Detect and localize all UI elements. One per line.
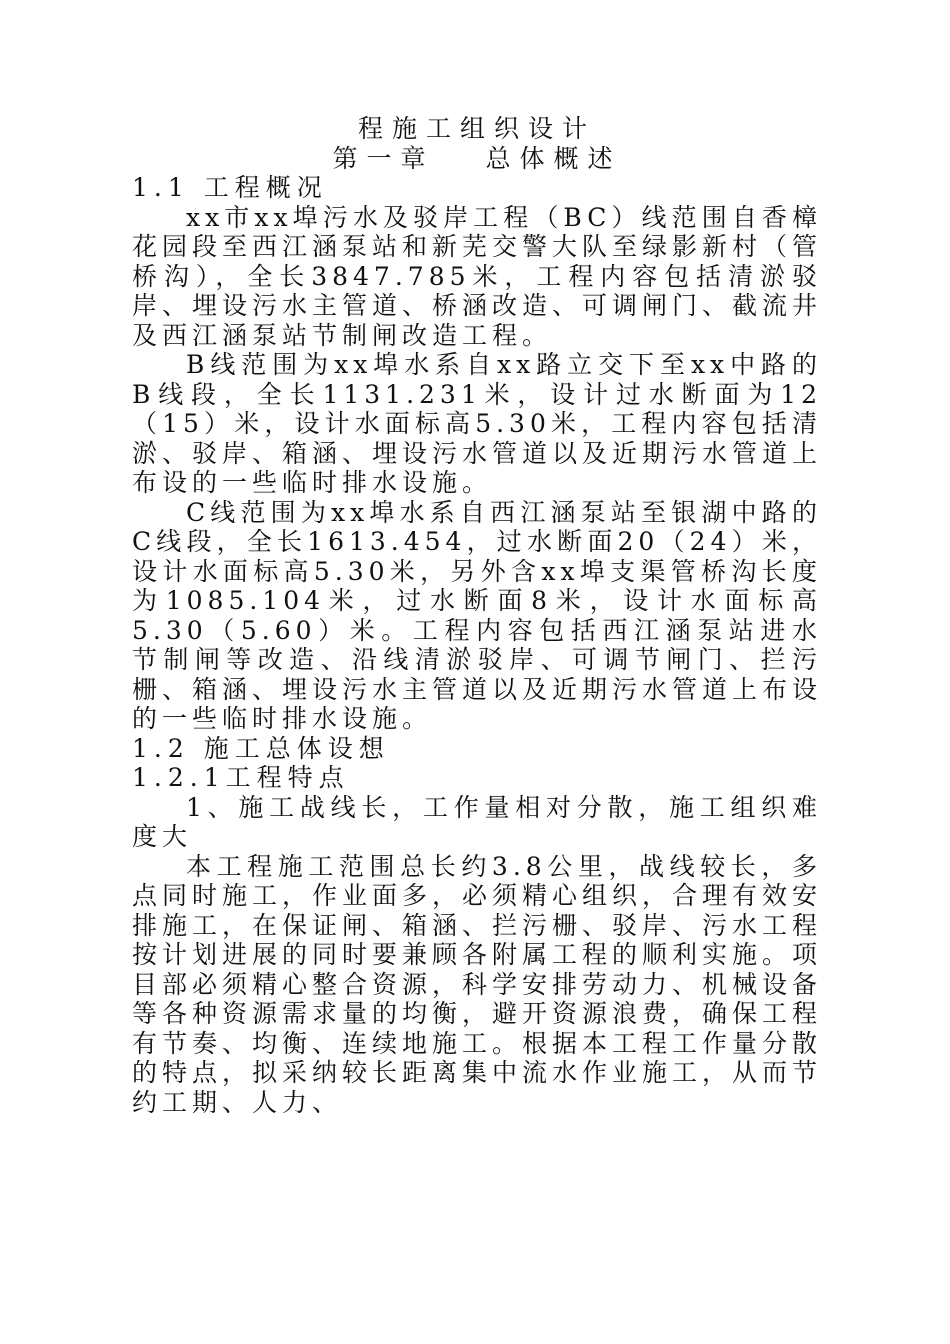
paragraph-feature-1: 1、施工战线长，工作量相对分散，施工组织难度大 <box>132 792 822 851</box>
paragraph-feature-1-detail: 本工程施工范围总长约3.8公里，战线较长，多点同时施工，作业面多，必须精心组织，合理有效安排施工，在保证闸、箱涵、拦污栅、驳岸、污水工程按计划进展的同时要兼顾各附属工程的顺利实施。项目部必须精心整合资源，科学安排劳动力、机械设备等各种资源需求量的均衡，避开资源浪费，确保工程有节奏、均衡、连续地施工。根据本工程工作量分散的特点，拟采纳较长距离集中流水作业施工，从而节约工期、人力、 <box>132 851 823 1117</box>
paragraph-b-line: B线范围为xx埠水系自xx路立交下至xx中路的B线段，全长1131.231米，设计过水断面为12（15）米，设计水面标高5.30米，工程内容包括清淤、驳岸、箱涵、埋设污水管道以及近期污水管道上布设的一些临时排水设施。 <box>132 350 823 497</box>
chapter-heading: 第一章 总体概述 <box>332 143 622 173</box>
section-heading-1-1: 1.1 工程概况 <box>132 173 328 202</box>
paragraph-c-line: C线范围为xx埠水系自西江涵泵站至银湖中路的C线段，全长1613.454，过水断面20（24）米，设计水面标高5.30米，另外含xx埠支渠管桥沟长度为1085.104米，过水断面8米，设计水面标高5.30（5.60）米。工程内容包括西江涵泵站进水节制闸等改造、沿线清淤驳岸、可调节闸门、拦污栅、箱涵、埋设污水主管道以及近期污水管道上布设的一些临时排水设施。 <box>132 497 823 733</box>
section-heading-1-2: 1.2 施工总体设想 <box>132 733 390 763</box>
section-heading-1-2-1: 1.2.1工程特点 <box>132 763 350 792</box>
paragraph-project-overview: xx市xx埠污水及驳岸工程（BC）线范围自香樟花园段至西江涵泵站和新芜交警大队至绿影新村（管桥沟），全长3847.785米，工程内容包括清淤驳岸、埋设污水主管道、桥涵改造、可调闸门、截流井及西江涵泵站节制闸改造工程。 <box>132 202 823 350</box>
document-page <box>132 114 822 1117</box>
document-title: 程施工组织设计 <box>357 114 596 143</box>
